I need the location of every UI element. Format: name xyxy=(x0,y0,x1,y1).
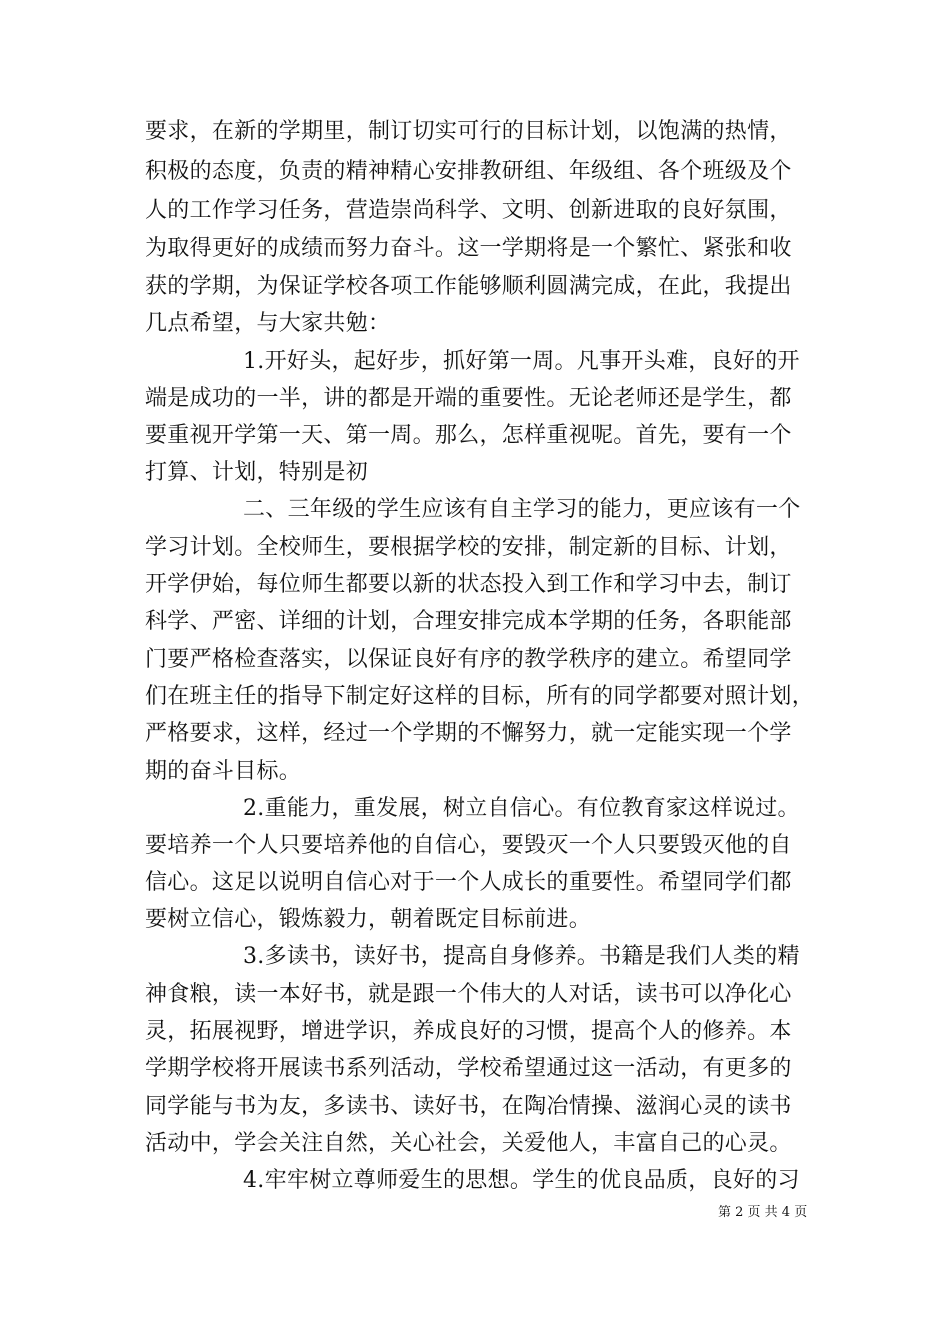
paragraph-line: 4.牢牢树立尊师爱生的思想。学生的优良品质，良好的习 xyxy=(243,1168,800,1193)
paragraph-line: 二、三年级的学生应该有自主学习的能力，更应该有一个 xyxy=(243,497,801,522)
paragraph-line: 几点希望，与大家共勉： xyxy=(145,311,391,336)
paragraph-line: 信心。这足以说明自信心对于一个人成长的重要性。希望同学们都 xyxy=(145,870,792,895)
paragraph-line: 同学能与书为友，多读书、读好书，在陶冶情操、滋润心灵的读书 xyxy=(145,1094,792,1119)
paragraph-line: 期的奋斗目标。 xyxy=(145,759,302,784)
paragraph-line: 们在班主任的指导下制定好这样的目标，所有的同学都要对照计划， xyxy=(145,684,815,709)
page-footer: 第 2 页 共 4 页 xyxy=(718,1205,808,1220)
paragraph-line: 严格要求，这样，经过一个学期的不懈努力，就一定能实现一个学 xyxy=(145,721,792,746)
paragraph-line: 科学、严密、详细的计划，合理安排完成本学期的任务，各职能部 xyxy=(145,609,792,634)
paragraph-line: 灵，拓展视野，增进学识，养成良好的习惯，提高个人的修养。本 xyxy=(145,1019,792,1044)
paragraph-line: 2.重能力，重发展，树立自信心。有位教育家这样说过。 xyxy=(243,796,800,821)
paragraph-line: 为取得更好的成绩而努力奋斗。这一学期将是一个繁忙、紧张和收 xyxy=(145,236,792,261)
paragraph-line: 3.多读书，读好书，提高自身修养。书籍是我们人类的精 xyxy=(243,944,800,969)
paragraph-line: 要树立信心，锻炼毅力，朝着既定目标前进。 xyxy=(145,907,592,932)
paragraph-line: 活动中，学会关注自然，关心社会，关爱他人，丰富自己的心灵。 xyxy=(145,1131,792,1156)
paragraph-line: 1.开好头，起好步，抓好第一周。凡事开头难，良好的开 xyxy=(243,349,800,374)
paragraph-line: 端是成功的一半，讲的都是开端的重要性。无论老师还是学生，都 xyxy=(145,386,792,411)
paragraph-line: 要培养一个人只要培养他的自信心，要毁灭一个人只要毁灭他的自 xyxy=(145,833,792,858)
paragraph-line: 获的学期，为保证学校各项工作能够顺利圆满完成，在此，我提出 xyxy=(145,274,792,299)
paragraph-line: 积极的态度，负责的精神精心安排教研组、年级组、各个班级及个 xyxy=(145,159,792,184)
paragraph-line: 学习计划。全校师生，要根据学校的安排，制定新的目标、计划， xyxy=(145,535,792,560)
paragraph-line: 打算、计划，特别是初 xyxy=(145,460,369,485)
paragraph-line: 门要严格检查落实，以保证良好有序的教学秩序的建立。希望同学 xyxy=(145,647,792,672)
paragraph-line: 要求，在新的学期里，制订切实可行的目标计划，以饱满的热情， xyxy=(145,119,792,144)
paragraph-line: 要重视开学第一天、第一周。那么，怎样重视呢。首先，要有一个 xyxy=(145,423,792,448)
paragraph-line: 开学伊始，每位师生都要以新的状态投入到工作和学习中去，制订 xyxy=(145,572,792,597)
paragraph-line: 神食粮，读一本好书，就是跟一个伟大的人对话，读书可以净化心 xyxy=(145,982,792,1007)
paragraph-line: 学期学校将开展读书系列活动，学校希望通过这一活动，有更多的 xyxy=(145,1056,792,1081)
paragraph-line: 人的工作学习任务，营造崇尚科学、文明、创新进取的良好氛围， xyxy=(145,198,792,223)
